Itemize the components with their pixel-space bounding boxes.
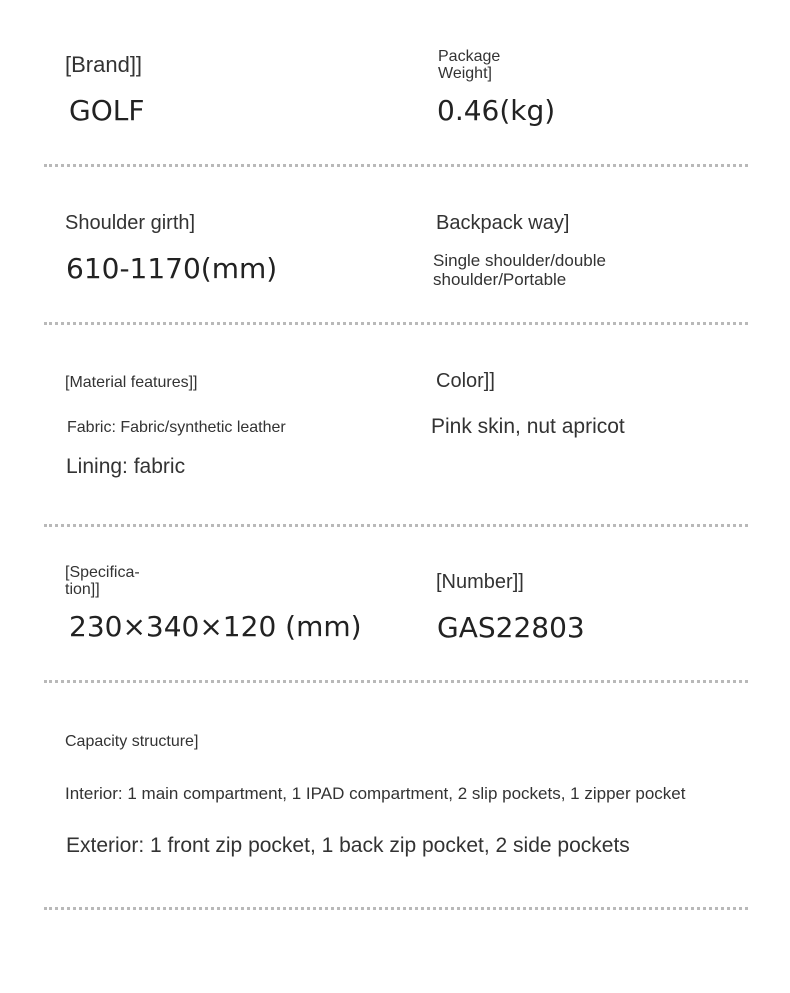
divider-5 xyxy=(44,907,748,910)
color-value: Pink skin, nut apricot xyxy=(431,415,625,438)
divider-2 xyxy=(44,322,748,325)
capacity-structure-label: Capacity structure] xyxy=(65,733,199,750)
shoulder-girth-label: Shoulder girth] xyxy=(65,212,196,234)
specification-label-line1: [Specifica- xyxy=(65,564,140,581)
material-features-label: [Material features]] xyxy=(65,374,198,391)
package-weight-value: 0.46(kg) xyxy=(437,94,556,127)
specification-value: 230×340×120 (mm) xyxy=(69,610,362,643)
divider-4 xyxy=(44,680,748,683)
backpack-way-value-line2: shoulder/Portable xyxy=(433,270,567,289)
package-weight-label-line2: Weight] xyxy=(438,65,492,82)
shoulder-girth-value: 610-1170(mm) xyxy=(66,252,278,285)
brand-value: GOLF xyxy=(69,94,145,127)
number-value: GAS22803 xyxy=(437,611,585,644)
divider-3 xyxy=(44,524,748,527)
material-fabric: Fabric: Fabric/synthetic leather xyxy=(67,419,286,436)
capacity-exterior: Exterior: 1 front zip pocket, 1 back zip pocket, 2 side pockets xyxy=(66,834,630,857)
backpack-way-label: Backpack way] xyxy=(436,212,570,234)
number-label: [Number]] xyxy=(436,571,524,593)
material-lining: Lining: fabric xyxy=(66,455,186,478)
package-weight-label-line1: Package xyxy=(438,48,501,65)
color-label: Color]] xyxy=(436,370,495,392)
divider-1 xyxy=(44,164,748,167)
specification-label-line2: tion]] xyxy=(65,581,100,598)
backpack-way-value-line1: Single shoulder/double xyxy=(433,251,606,270)
brand-label: [Brand]] xyxy=(65,52,143,77)
capacity-interior: Interior: 1 main compartment, 1 IPAD compartment, 2 slip pockets, 1 zipper pocket xyxy=(65,784,686,803)
